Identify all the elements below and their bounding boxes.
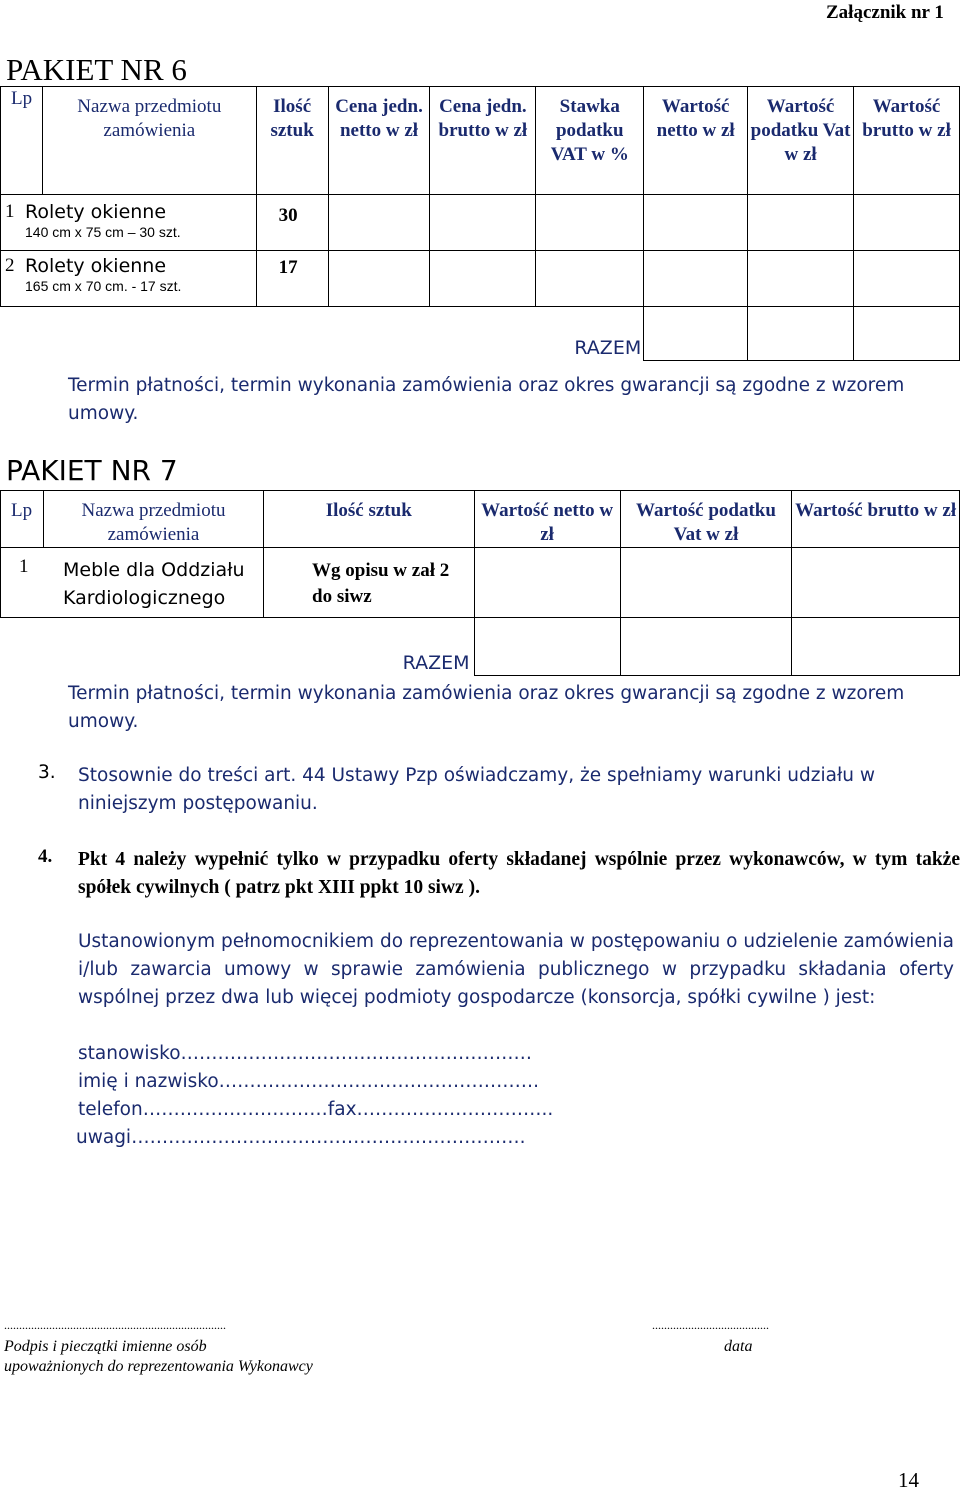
row-name: Meble dla Oddziału Kardiologicznego	[63, 559, 245, 609]
header-lp: Lp	[11, 500, 33, 521]
header-value-gross: Wartość brutto w zł	[862, 96, 951, 141]
row-qty: 30	[256, 195, 328, 251]
signature-left-line1: Podpis i pieczątki imienne osób	[4, 1338, 207, 1355]
pakiet7-header-row	[1, 491, 960, 548]
point4-text: Pkt 4 należy wypełnić tylko w przypadku oferty składanej wspólnie przez wykonawców, w tym także spółek cywilnych ( patrz pkt XIII ppkt 10 siwz ).	[78, 849, 960, 898]
pakiet6-table	[0, 86, 960, 361]
pakiet6-title: PAKIET NR 6	[6, 52, 187, 87]
header-unit-net: Cena jedn. netto w zł	[335, 96, 423, 141]
header-qty: Ilość sztuk	[325, 500, 412, 521]
signature-left-line2: upoważnionych do reprezentowania Wykonawcy	[4, 1358, 313, 1375]
annex-label: Załącznik nr 1	[826, 2, 944, 23]
table-row	[1, 251, 960, 307]
header-vat-rate: Stawka podatku VAT w %	[550, 96, 629, 165]
pakiet7-terms: Termin płatności, termin wykonania zamówienia oraz okres gwarancji są zgodne z wzorem umowy.	[68, 683, 905, 732]
representative-name: imię i nazwisko…………………………………………….	[78, 1071, 540, 1092]
total-row	[1, 618, 960, 676]
signature-date-label: data	[724, 1338, 753, 1355]
representative-notes: uwagi……………………………………………………….	[76, 1127, 526, 1148]
pakiet7-title: PAKIET NR 7	[6, 454, 178, 487]
row-lp: 2	[5, 255, 15, 276]
pakiet7-table	[0, 490, 960, 676]
row-detail: 140 cm x 75 cm – 30 szt.	[25, 224, 181, 240]
point4-number: 4.	[38, 846, 53, 867]
representative-position: stanowisko…………………………………………………	[78, 1043, 533, 1064]
pakiet6-terms: Termin płatności, termin wykonania zamówienia oraz okres gwarancji są zgodne z wzorem umowy.	[68, 375, 905, 424]
row-qty: 17	[256, 251, 328, 307]
header-value-net: Wartość netto w zł	[481, 500, 614, 545]
row-detail: 165 cm x 70 cm. - 17 szt.	[25, 278, 182, 294]
header-value-vat: Wartość podatku Vat w zł	[750, 96, 851, 165]
header-unit-gross: Cena jedn. brutto w zł	[438, 96, 528, 141]
total-label: RAZEM	[574, 336, 642, 359]
row-qty: Wg opisu w zał 2 do siwz	[312, 560, 450, 607]
header-lp: Lp	[11, 88, 33, 109]
row-name: Rolety okienne	[25, 255, 167, 277]
total-row	[1, 307, 960, 361]
header-value-vat: Wartość podatku Vat w zł	[636, 500, 776, 545]
table-row	[1, 195, 960, 251]
point3-number: 3.	[38, 762, 56, 783]
row-name: Rolety okienne	[25, 201, 167, 223]
point3-text: Stosownie do treści art. 44 Ustawy Pzp oświadczamy, że spełniamy warunki udziału w niniejszym postępowaniu.	[78, 765, 875, 814]
header-name: Nazwa przedmiotu zamówienia	[77, 96, 222, 141]
representative-phone-fax: telefon…………………………fax…………………………..	[78, 1099, 554, 1120]
header-name: Nazwa przedmiotu zamówienia	[81, 500, 226, 545]
header-value-net: Wartość netto w zł	[656, 96, 735, 141]
row-lp: 1	[5, 201, 15, 222]
page-number: 14	[898, 1468, 919, 1492]
signature-left-dots: ..........................................................................	[4, 1318, 226, 1332]
total-label: RAZEM	[402, 651, 470, 674]
header-value-gross: Wartość brutto w zł	[795, 500, 957, 521]
pakiet6-header-row	[1, 87, 960, 195]
row-lp: 1	[19, 556, 29, 577]
signature-right-dots: .......................................	[652, 1318, 769, 1332]
header-qty: Ilość sztuk	[270, 96, 314, 141]
table-row	[1, 548, 960, 618]
representative-intro: Ustanowionym pełnomocnikiem do reprezentowania w postępowaniu o udzielenie zamówienia i/lub zawarcia umowy w sprawie zamówienia publicznego w przypadku składania oferty wspólnej przez dwa lub więcej podmioty gospodarcze (konsorcja, spółki cywilne ) jest:	[78, 931, 954, 1008]
